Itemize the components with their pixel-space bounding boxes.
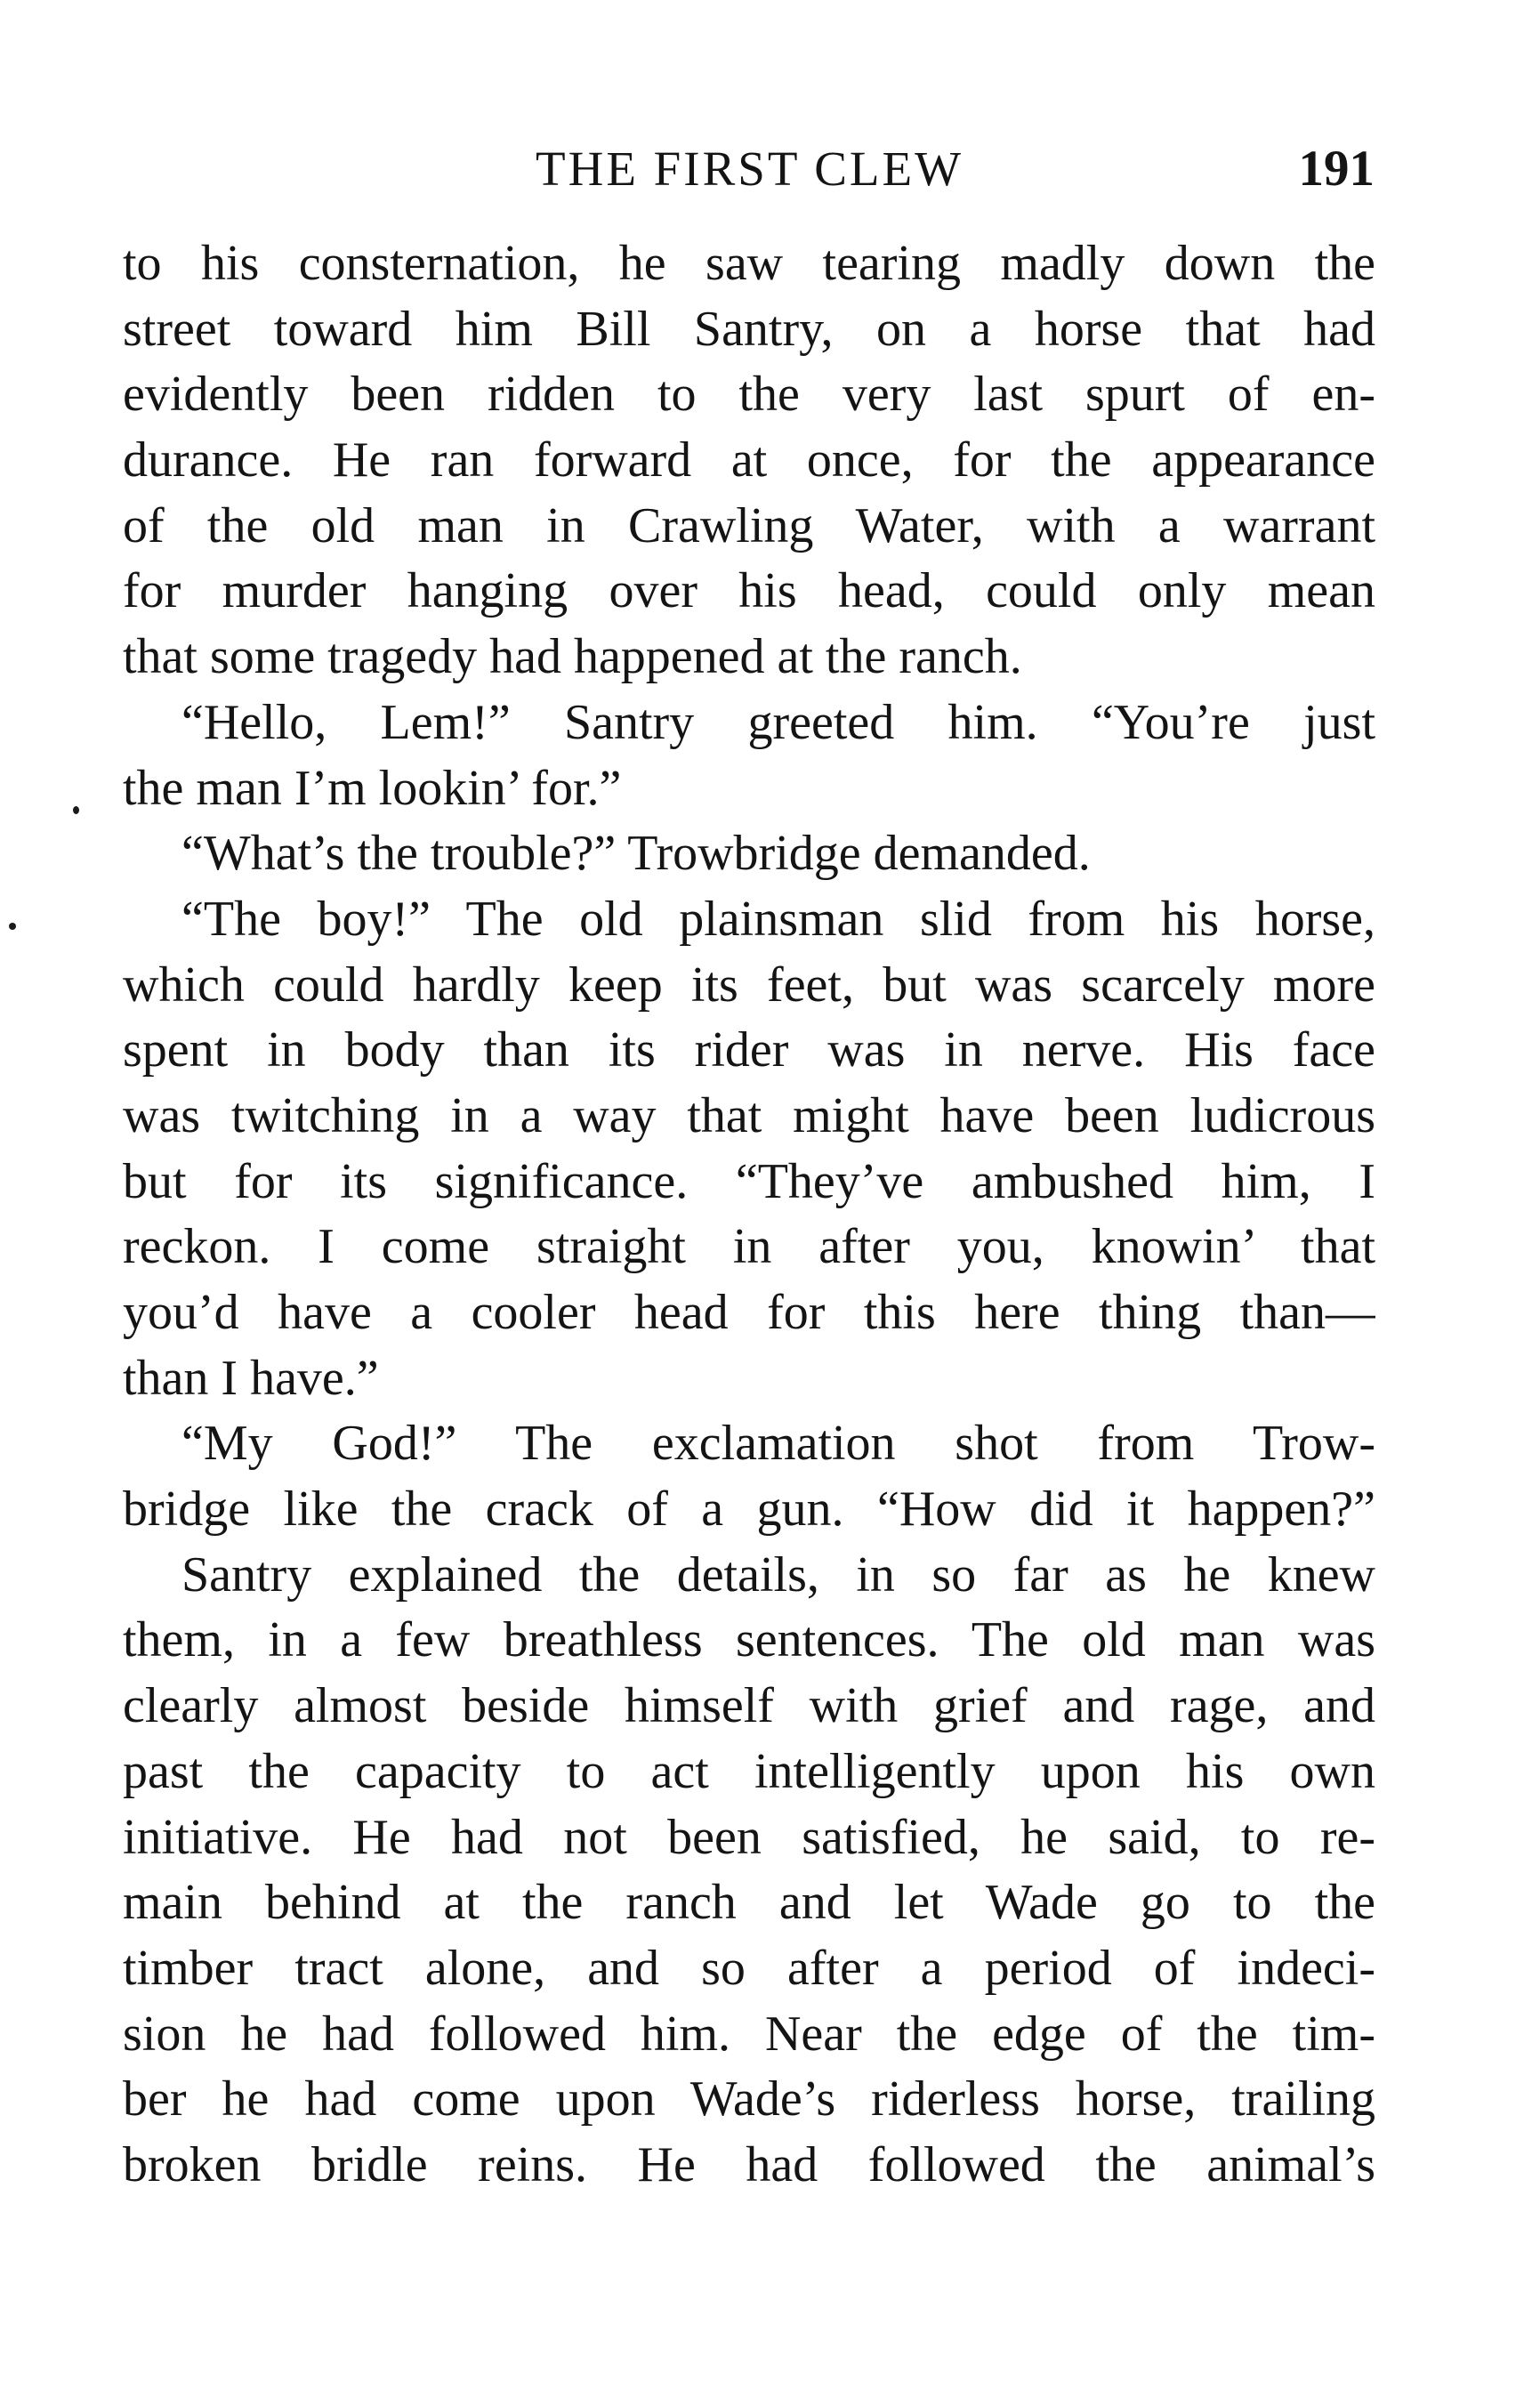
text-line: street toward him Bill Santry, on a horse that had — [123, 301, 1375, 357]
text-line: of the old man in Crawling Water, with a warrant — [123, 497, 1375, 553]
text-line: sion he had followed him. Near the edge of the tim- — [123, 2006, 1375, 2062]
text-line: was twitching in a way that might have been ludicrous — [123, 1087, 1375, 1143]
text-line: you’d have a cooler head for this here thing than— — [123, 1285, 1375, 1340]
text-line: them, in a few breathless sentences. The old man was — [123, 1612, 1375, 1668]
text-line: than I have.” — [123, 1350, 379, 1406]
text-line: broken bridle reins. He had followed the animal’s — [123, 2136, 1375, 2192]
ink-speck — [9, 923, 16, 930]
text-line: “My God!” The exclamation shot from Trow- — [181, 1416, 1375, 1472]
text-line: “The boy!” The old plainsman slid from his horse, — [181, 891, 1375, 947]
text-line: “Hello, Lem!” Santry greeted him. “You’re just — [181, 694, 1375, 750]
running-head — [125, 133, 1375, 205]
text-line: ber he had come upon Wade’s riderless horse, trailing — [123, 2071, 1375, 2128]
text-line: for murder hanging over his head, could only mean — [123, 563, 1375, 619]
text-line: evidently been ridden to the very last spurt of en- — [123, 367, 1375, 423]
text-line: past the capacity to act intelligently upon his own — [123, 1743, 1375, 1799]
text-line: the man I’m lookin’ for.” — [123, 760, 622, 816]
text-line: to his consternation, he saw tearing madly down the — [123, 236, 1375, 291]
text-line: that some tragedy had happened at the ranch. — [123, 629, 1022, 685]
text-line: but for its significance. “They’ve ambushed him, I — [123, 1153, 1375, 1209]
running-title: THE FIRST CLEW — [536, 141, 964, 196]
text-line: bridge like the crack of a gun. “How did it happen?” — [123, 1482, 1375, 1538]
text-line: reckon. I come straight in after you, knowin’ that — [123, 1219, 1375, 1275]
ink-speck — [73, 806, 79, 814]
text-line: timber tract alone, and so after a period of indeci- — [123, 1940, 1375, 1996]
text-line: Santry explained the details, in so far as he knew — [181, 1546, 1375, 1603]
text-line: durance. He ran forward at once, for the appearance — [123, 432, 1375, 488]
text-line: which could hardly keep its feet, but was scarcely more — [123, 957, 1375, 1013]
page-number: 191 — [1298, 141, 1375, 197]
text-line: clearly almost beside himself with grief and rage, and — [123, 1678, 1375, 1734]
text-line: spent in body than its rider was in nerve. His face — [123, 1022, 1375, 1078]
text-line: initiative. He had not been satisfied, he said, to re- — [123, 1809, 1375, 1865]
text-line: main behind at the ranch and let Wade go to the — [123, 1875, 1375, 1931]
text-line: “What’s the trouble?” Trowbridge demanded. — [181, 826, 1091, 882]
body-text — [123, 231, 1375, 2199]
